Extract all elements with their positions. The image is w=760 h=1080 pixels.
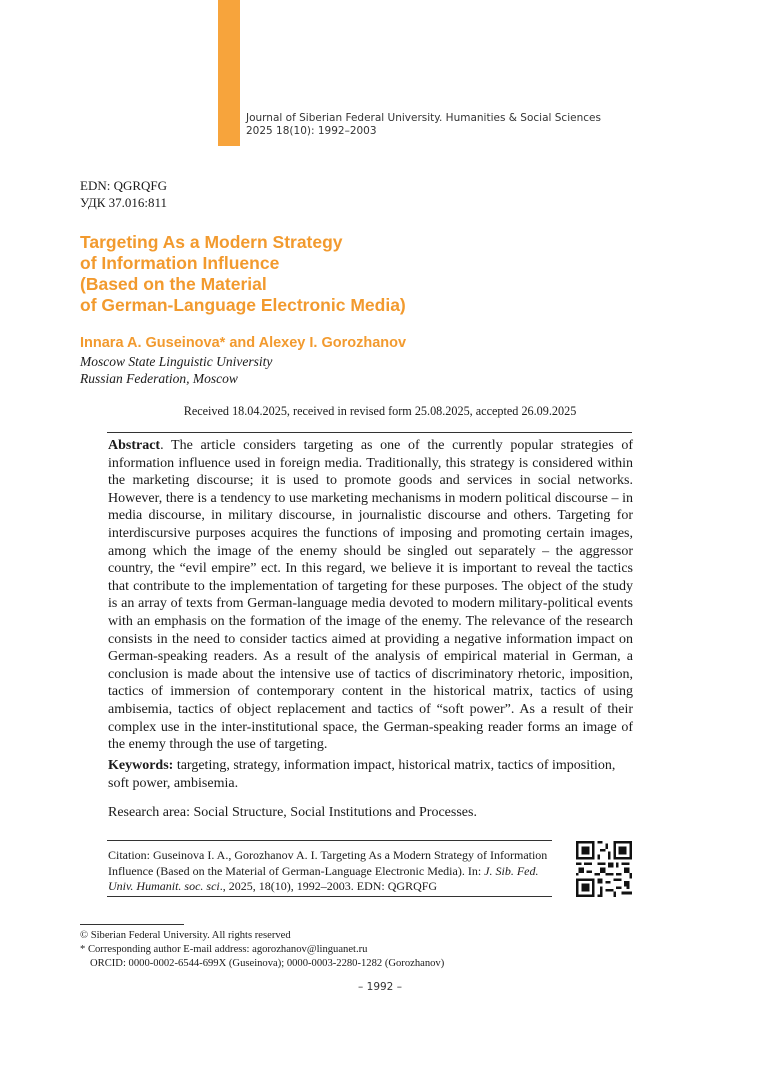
citation-text: Citation: Guseinova I. A., Gorozhanov A. I. Targeting As a Modern Strategy of Information Influence (Based on the Material of German-Language Electronic Media). In: [108, 848, 548, 878]
citation [108, 848, 556, 895]
abstract-text: . The article considers targeting as one of the currently popular strategies of information influence used in foreign media. Traditionally, this strategy is considered within the marketing discourse; it is used to promote goods and services in social networks. However, there is a tendency to use marketing mechanisms in modern political discourse – in media discourse, in military discourse, in journalistic discourse and others. Targeting for interdiscursive purposes acquires the functions of imposing and promoting certain images, among which the image of the enemy should be singled out separately – the aggressor country, the “evil empire” ect. In this regard, we believe it is important to reveal the tactics that contribute to the implementation of targeting for these purposes. The object of the study is an array of texts from German-language media devoted to modern military-political events with an emphasis on the formation of the image of the enemy. The relevance of the research consists in the need to consider tactics aimed at providing a negative information impact on German-speaking readers. As a result of the analysis of empirical material in German, a conclusion is made about the intensive use of tactics of discriminatory rhetoric, imposition, tactics of immersion of contemporary content in the historical matrix, tactics of using ambisemia, tactics of object replacement and tactics of “soft power”. As a result of their complex use in the inter-institutional space, the German-speaking reader forms an image of the enemy through the use of targeting. [108, 438, 633, 753]
title-line-4: of German-Language Electronic Media) [80, 295, 406, 315]
affiliation-university: Moscow State Linguistic University [80, 354, 273, 369]
citation-details: ., 2025, 18(10), 1992–2003. EDN: QGRQFG [219, 879, 438, 894]
received-dates: Received 18.04.2025, received in revised form 25.08.2025, accepted 26.09.2025 [183, 404, 577, 418]
citation-bottom-rule [107, 896, 552, 897]
page-number: – 1992 – [358, 981, 402, 993]
copyright-note: © Siberian Federal University. All rights reserved [80, 930, 291, 941]
journal-issue: 2025 18(10): 1992–2003 [246, 125, 377, 137]
udk-code: УДК 37.016:811 [80, 195, 168, 210]
abstract-top-rule [107, 432, 632, 433]
journal-header [246, 112, 601, 138]
affiliation [80, 353, 272, 387]
affiliation-location: Russian Federation, Moscow [80, 371, 238, 386]
article-identifiers [80, 177, 167, 211]
citation-top-rule [107, 840, 552, 841]
qr-code-icon[interactable] [576, 841, 632, 897]
article-title [80, 232, 406, 316]
authors: Innara A. Guseinova* and Alexey I. Gorozhanov [80, 335, 407, 351]
citation-journal: J. Sib. Fed. Univ. Humanit. soc. sci [108, 863, 539, 894]
orcid-note: ORCID: 0000-0002-6544-699X (Guseinova); 0000-0003-2280-1282 (Gorozhanov) [90, 958, 445, 969]
title-line-2: of Information Influence [80, 253, 280, 273]
abstract-label: Abstract [108, 438, 161, 453]
footnotes [80, 929, 444, 971]
abstract [108, 437, 633, 754]
keywords-label: Keywords: [108, 758, 174, 773]
corresponding-author-note: * Corresponding author E-mail address: agorozhanov@linguanet.ru [80, 944, 368, 955]
keywords [108, 757, 633, 792]
title-line-1: Targeting As a Modern Strategy [80, 232, 343, 252]
footnote-rule [80, 924, 184, 925]
research-area: Research area: Social Structure, Social Institutions and Processes. [108, 805, 477, 820]
header-accent-bar [218, 0, 240, 146]
keywords-text: targeting, strategy, information impact, historical matrix, tactics of imposition, soft power, ambisemia. [108, 758, 616, 791]
journal-name: Journal of Siberian Federal University. Humanities & Social Sciences [246, 112, 601, 124]
edn-code: EDN: QGRQFG [80, 178, 168, 193]
title-line-3: (Based on the Material [80, 274, 267, 294]
